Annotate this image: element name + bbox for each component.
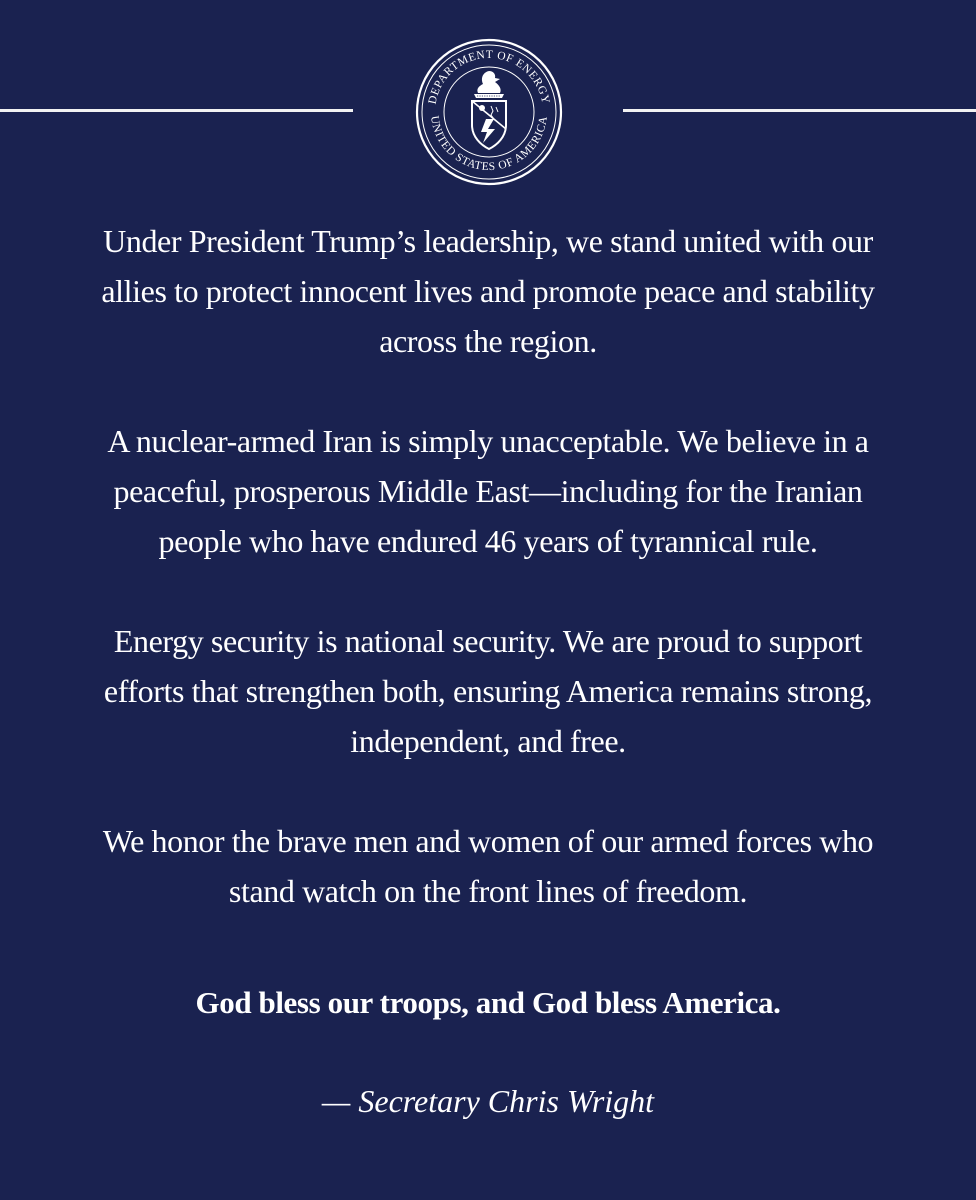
eagle-icon (474, 71, 504, 98)
signature: — Secretary Chris Wright (321, 1083, 655, 1119)
statement-body (0, 216, 976, 966)
paragraph-line: Energy security is national security. We are proud to support (113, 623, 863, 659)
divider-right (623, 109, 976, 112)
statement-paragraph (0, 416, 976, 566)
statement-paragraph (0, 616, 976, 766)
department-of-energy-seal-icon (414, 37, 564, 187)
paragraph-line: Under President Trump’s leadership, we stand united with our (103, 223, 873, 259)
paragraph-line: independent, and free. (350, 723, 626, 759)
paragraph-line: across the region. (379, 323, 597, 359)
paragraph-line: We honor the brave men and women of our armed forces who (102, 823, 874, 859)
paragraph-line: A nuclear-armed Iran is simply unacceptable. We believe in a (107, 423, 869, 459)
paragraph-line: peaceful, prosperous Middle East—including for the Iranian (113, 473, 863, 509)
statement-paragraph (0, 216, 976, 366)
paragraph-line: stand watch on the front lines of freedom. (228, 873, 748, 909)
paragraph-line: efforts that strengthen both, ensuring America remains strong, (103, 673, 873, 709)
statement-paragraph (0, 816, 976, 916)
paragraph-line: allies to protect innocent lives and promote peace and stability (101, 273, 875, 309)
seal-bottom-text: UNITED STATES OF AMERICA (428, 115, 550, 174)
divider-left (0, 109, 353, 112)
paragraph-line: people who have endured 46 years of tyrannical rule. (158, 523, 818, 559)
seal-top-text: DEPARTMENT OF ENERGY (426, 48, 552, 106)
shield-icon (472, 101, 506, 149)
closing-blessing: God bless our troops, and God bless America. (195, 985, 781, 1020)
